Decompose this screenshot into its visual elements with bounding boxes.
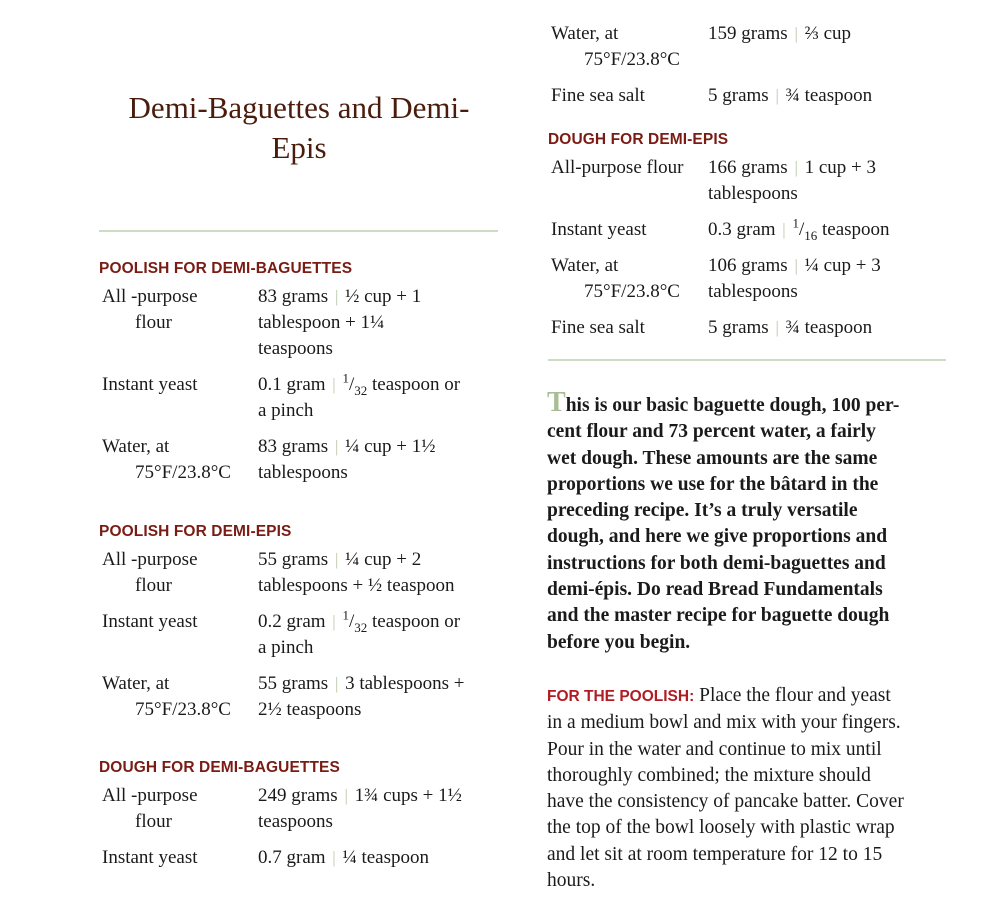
section-poolish-epis — [99, 523, 504, 733]
separator-bar: | — [794, 24, 798, 43]
ingredient-row — [99, 845, 504, 871]
ingredient-row — [548, 21, 948, 73]
separator-bar: | — [332, 848, 336, 867]
ingredient-amount: 0.3 gram | $^1/_{16}$ teaspoon — [708, 215, 890, 243]
ingredient-amount: 83 grams | ½ cup + 1 tablespoon + 1¼ teaspoons — [258, 286, 422, 359]
separator-bar: | — [775, 86, 779, 105]
ingredient-row — [99, 547, 504, 599]
ingredient-name: All -purpose flour — [102, 286, 198, 333]
section-heading: DOUGH FOR DEMI-BAGUETTES — [99, 759, 340, 776]
separator-bar: | — [332, 612, 336, 631]
ingredient-amount: 5 grams | ¾ teaspoon — [708, 85, 873, 106]
ingredient-amount: 5 grams | ¾ teaspoon — [708, 317, 873, 338]
title-divider — [99, 230, 498, 232]
ingredient-amount: 106 grams | ¼ cup + 3 tablespoons — [708, 255, 881, 302]
ingredient-amount: 0.7 gram | ¼ teaspoon — [258, 847, 429, 868]
ingredient-name: Fine sea salt — [551, 317, 645, 338]
ingredient-amount: 159 grams | ⅔ cup — [708, 23, 852, 44]
separator-bar: | — [334, 674, 339, 693]
ingredient-name: Water, at 75°F/23.8°C — [551, 23, 680, 70]
section-dough-baguettes — [99, 759, 504, 881]
ingredient-row — [99, 284, 504, 362]
ingredients-divider — [548, 359, 946, 361]
ingredient-name: All -purpose flour — [102, 785, 198, 832]
ingredient-row — [548, 155, 948, 207]
section-heading: POOLISH FOR DEMI-BAGUETTES — [99, 260, 353, 277]
intro-paragraph: This is our basic baguette dough, 100 per- cent flour and 73 percent water, a fairly wet dough. These amounts are the same proportions we use for the bâtard in the preceding recipe. It’s a truly versatile dough, and here we give proportions and instructions for both demi-baguettes and demi-épis. Do read Bread Fundamentals and the master recipe for baguette dough before you begin. — [547, 387, 900, 653]
separator-bar: | — [775, 318, 779, 337]
separator-bar: | — [334, 550, 339, 569]
ingredient-name: Instant yeast — [102, 374, 198, 395]
ingredient-name: Instant yeast — [102, 847, 198, 868]
ingredient-name: Water, at 75°F/23.8°C — [102, 436, 231, 483]
title-line-2: Epis — [271, 130, 327, 165]
ingredient-amount: 55 grams | 3 tablespoons + 2½ teaspoons — [258, 673, 465, 720]
separator-bar: | — [782, 220, 786, 239]
section-dough-epis — [548, 131, 948, 351]
ingredient-amount: 55 grams | ¼ cup + 2 tablespoons + ½ teaspoon — [258, 549, 455, 596]
ingredient-amount: 249 grams | 1¾ cups + 1½ teaspoons — [258, 785, 462, 832]
ingredient-name: Fine sea salt — [551, 85, 645, 106]
ingredient-row — [99, 609, 504, 661]
ingredient-row — [548, 217, 948, 243]
section-heading: POOLISH FOR DEMI-EPIS — [99, 523, 292, 540]
ingredient-row — [548, 315, 948, 341]
separator-bar: | — [794, 256, 798, 275]
separator-bar: | — [334, 287, 339, 306]
separator-bar: | — [332, 375, 336, 394]
ingredient-name: Instant yeast — [551, 219, 647, 240]
ingredient-amount: 0.2 gram | $^1/_{32}$ teaspoon or a pinch — [258, 607, 461, 658]
ingredient-row — [99, 671, 504, 723]
instructions-paragraph: FOR THE POOLISH: Place the flour and yeast in a medium bowl and mix with your fingers. Pour in the water and continue to mix until thoroughly combined; the mixture should have the consistency of pancake batter. Cover the top of the bowl loosely with plastic wrap and let sit at room temperature for 12 to 15 hours. — [547, 685, 904, 892]
drop-cap: T — [547, 387, 566, 418]
ingredient-row — [548, 83, 948, 109]
ingredient-row — [99, 434, 504, 486]
ingredient-row — [548, 253, 948, 305]
ingredient-row — [99, 783, 504, 835]
ingredient-name: All-purpose flour — [551, 157, 684, 178]
ingredient-amount: 0.1 gram | $^1/_{32}$ teaspoon or a pinch — [258, 370, 461, 421]
section-heading: DOUGH FOR DEMI-EPIS — [548, 131, 729, 148]
ingredient-name: Instant yeast — [102, 611, 198, 632]
recipe-title — [100, 88, 498, 168]
ingredient-name: Water, at 75°F/23.8°C — [102, 673, 231, 720]
ingredient-name: Water, at 75°F/23.8°C — [551, 255, 680, 302]
separator-bar: | — [334, 437, 339, 456]
step-label: FOR THE POOLISH: — [547, 688, 695, 705]
section-poolish-baguettes — [99, 260, 504, 496]
ingredient-name: All -purpose flour — [102, 549, 198, 596]
ingredient-amount: 166 grams | 1 cup + 3 tablespoons — [708, 157, 876, 204]
separator-bar: | — [794, 158, 798, 177]
separator-bar: | — [344, 786, 348, 805]
section-dough-baguettes-continued — [548, 21, 948, 119]
title-line-1: Demi-Baguettes and Demi- — [128, 90, 470, 125]
ingredient-amount: 83 grams | ¼ cup + 1½ tablespoons — [258, 436, 436, 483]
ingredient-row — [99, 372, 504, 424]
